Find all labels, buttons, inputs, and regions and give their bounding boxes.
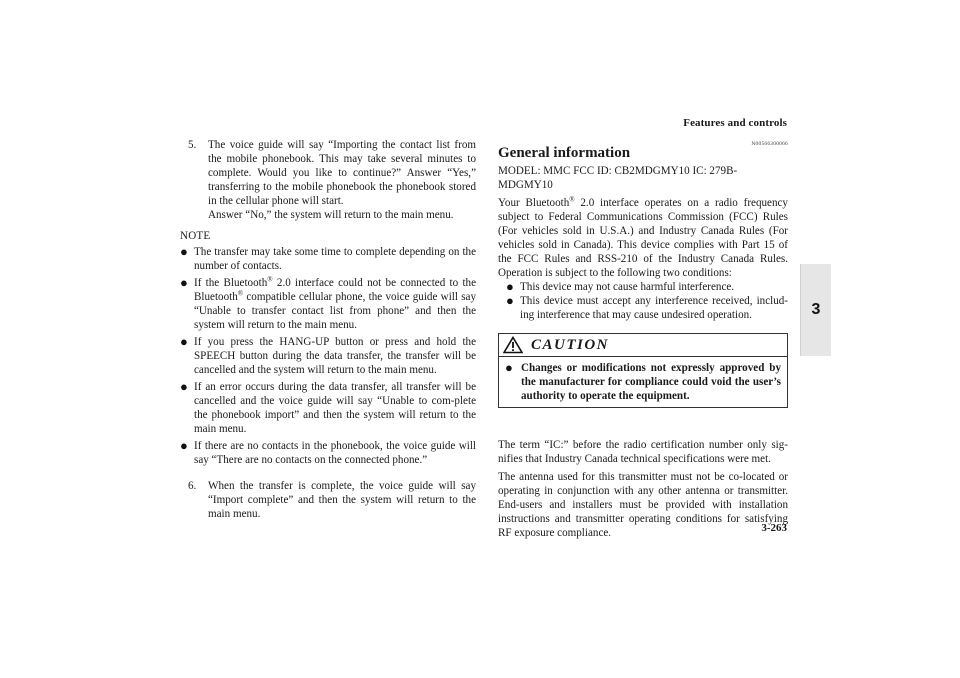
bullet-icon: ● xyxy=(180,379,188,394)
note-label: NOTE xyxy=(180,230,211,242)
caution-header xyxy=(499,334,787,357)
bullet-icon: ● xyxy=(506,293,514,308)
note-text: If there are no contacts in the phonebook, the voice guide will say “There are no contacts on the connected phone.” xyxy=(194,440,476,466)
bullet-icon: ● xyxy=(180,244,188,259)
list-item xyxy=(180,380,476,436)
bullet-icon: ● xyxy=(505,360,513,375)
registered-mark: ® xyxy=(237,289,244,298)
list-item xyxy=(506,280,788,294)
list-item xyxy=(180,439,476,467)
list-item xyxy=(506,294,788,322)
note-text-part: 2.0 interface could not be connected to the Bluetooth xyxy=(194,277,477,303)
step-5-paragraph: The voice guide will say “Importing the contact list from the mobile phonebook. This may take several minutes to complete. Would you like to continue?” Answer “Yes,” transferring to the mobile phonebook the phonebook stored in the cellular phone will start. xyxy=(208,139,476,207)
section-title-row xyxy=(498,135,788,162)
step-5-paragraph-2: Answer “No,” the system will return to the main menu. xyxy=(208,209,454,221)
bullet-icon: ● xyxy=(180,275,188,290)
warning-triangle-icon xyxy=(503,336,523,354)
right-column xyxy=(498,138,788,540)
list-item xyxy=(180,245,476,273)
fcc-paragraph xyxy=(498,196,788,280)
step-text: When the transfer is complete, the voice guide will say “Import complete” and then the system will return to the main menu. xyxy=(208,480,476,520)
chapter-tab: 3 xyxy=(800,264,831,356)
step-text xyxy=(208,138,476,222)
step-number: 6. xyxy=(188,480,197,492)
left-column xyxy=(180,138,476,521)
bullet-icon: ● xyxy=(180,438,188,453)
note-text: The transfer may take some time to complete depending on the number of contacts. xyxy=(194,246,476,272)
note-text-part: If the Bluetooth xyxy=(194,277,268,289)
paragraph-part: Your Bluetooth xyxy=(498,197,570,209)
step-5 xyxy=(180,138,476,222)
step-6 xyxy=(180,479,476,521)
bullet-icon: ● xyxy=(180,334,188,349)
bullet-icon: ● xyxy=(506,279,514,294)
note-text: If an error occurs during the data transfer, all transfer will be cancelled and the voice guide will say “Unable to com-plete the phonebook import” and then the system will return to the main menu. xyxy=(194,381,476,435)
condition-text: This device must accept any interference received, includ-ing interference that may cause undesired operation. xyxy=(520,295,788,321)
note-list xyxy=(180,245,476,467)
note-text xyxy=(194,276,476,332)
caution-body xyxy=(499,357,787,407)
list-item xyxy=(180,276,476,332)
step-number: 5. xyxy=(188,139,197,151)
note-text: If you press the HANG-UP button or press and hold the SPEECH button during the data transfer, the transfer will be cancelled and the system will return to the main menu. xyxy=(194,336,476,376)
paragraph-part: 2.0 interface operates on a radio frequency subject to Federal Communications Commission (FCC) Rules (For vehicles sold in U.S.A.) and Industry Canada Rules (For vehicles sold in Canada). This device complies with Part 15 of the FCC Rules and RSS-210 of the Industry Canada Rules. Operation is subject to the following two conditions: xyxy=(498,197,788,279)
list-item xyxy=(180,335,476,377)
condition-text: This device may not cause harmful interference. xyxy=(520,281,735,293)
caution-box xyxy=(498,333,788,408)
model-line: MODEL: MMC FCC ID: CB2MDGMY10 IC: 279B-MDGMY10 xyxy=(498,165,738,191)
conditions-list xyxy=(498,280,788,322)
caution-title: CAUTION xyxy=(531,337,610,353)
caution-text: Changes or modifications not expressly approved by the manufacturer for compliance could void the user’s authority to operate the equipment. xyxy=(521,362,781,402)
registered-mark: ® xyxy=(569,195,575,204)
note-text-part: compatible cellular phone, the voice guide will say “Unable to transfer contact list from phone” and then the system will return to the main menu. xyxy=(194,291,476,331)
section-title: General information xyxy=(498,145,631,161)
section-code: N00566300066 xyxy=(751,141,788,147)
running-header: Features and controls xyxy=(683,117,787,129)
registered-mark: ® xyxy=(267,275,273,284)
page-number: 3-263 xyxy=(761,522,787,534)
antenna-paragraph: The antenna used for this transmitter must not be co-located or operating in conjunction with any other antenna or transmitter. End-users and installers must be provided with installation instructions and transmitter operating conditions for satisfying RF exposure compliance. xyxy=(498,471,788,539)
ic-paragraph: The term “IC:” before the radio certification number only sig-nifies that Industry Canada technical specifications were met. xyxy=(498,439,788,465)
